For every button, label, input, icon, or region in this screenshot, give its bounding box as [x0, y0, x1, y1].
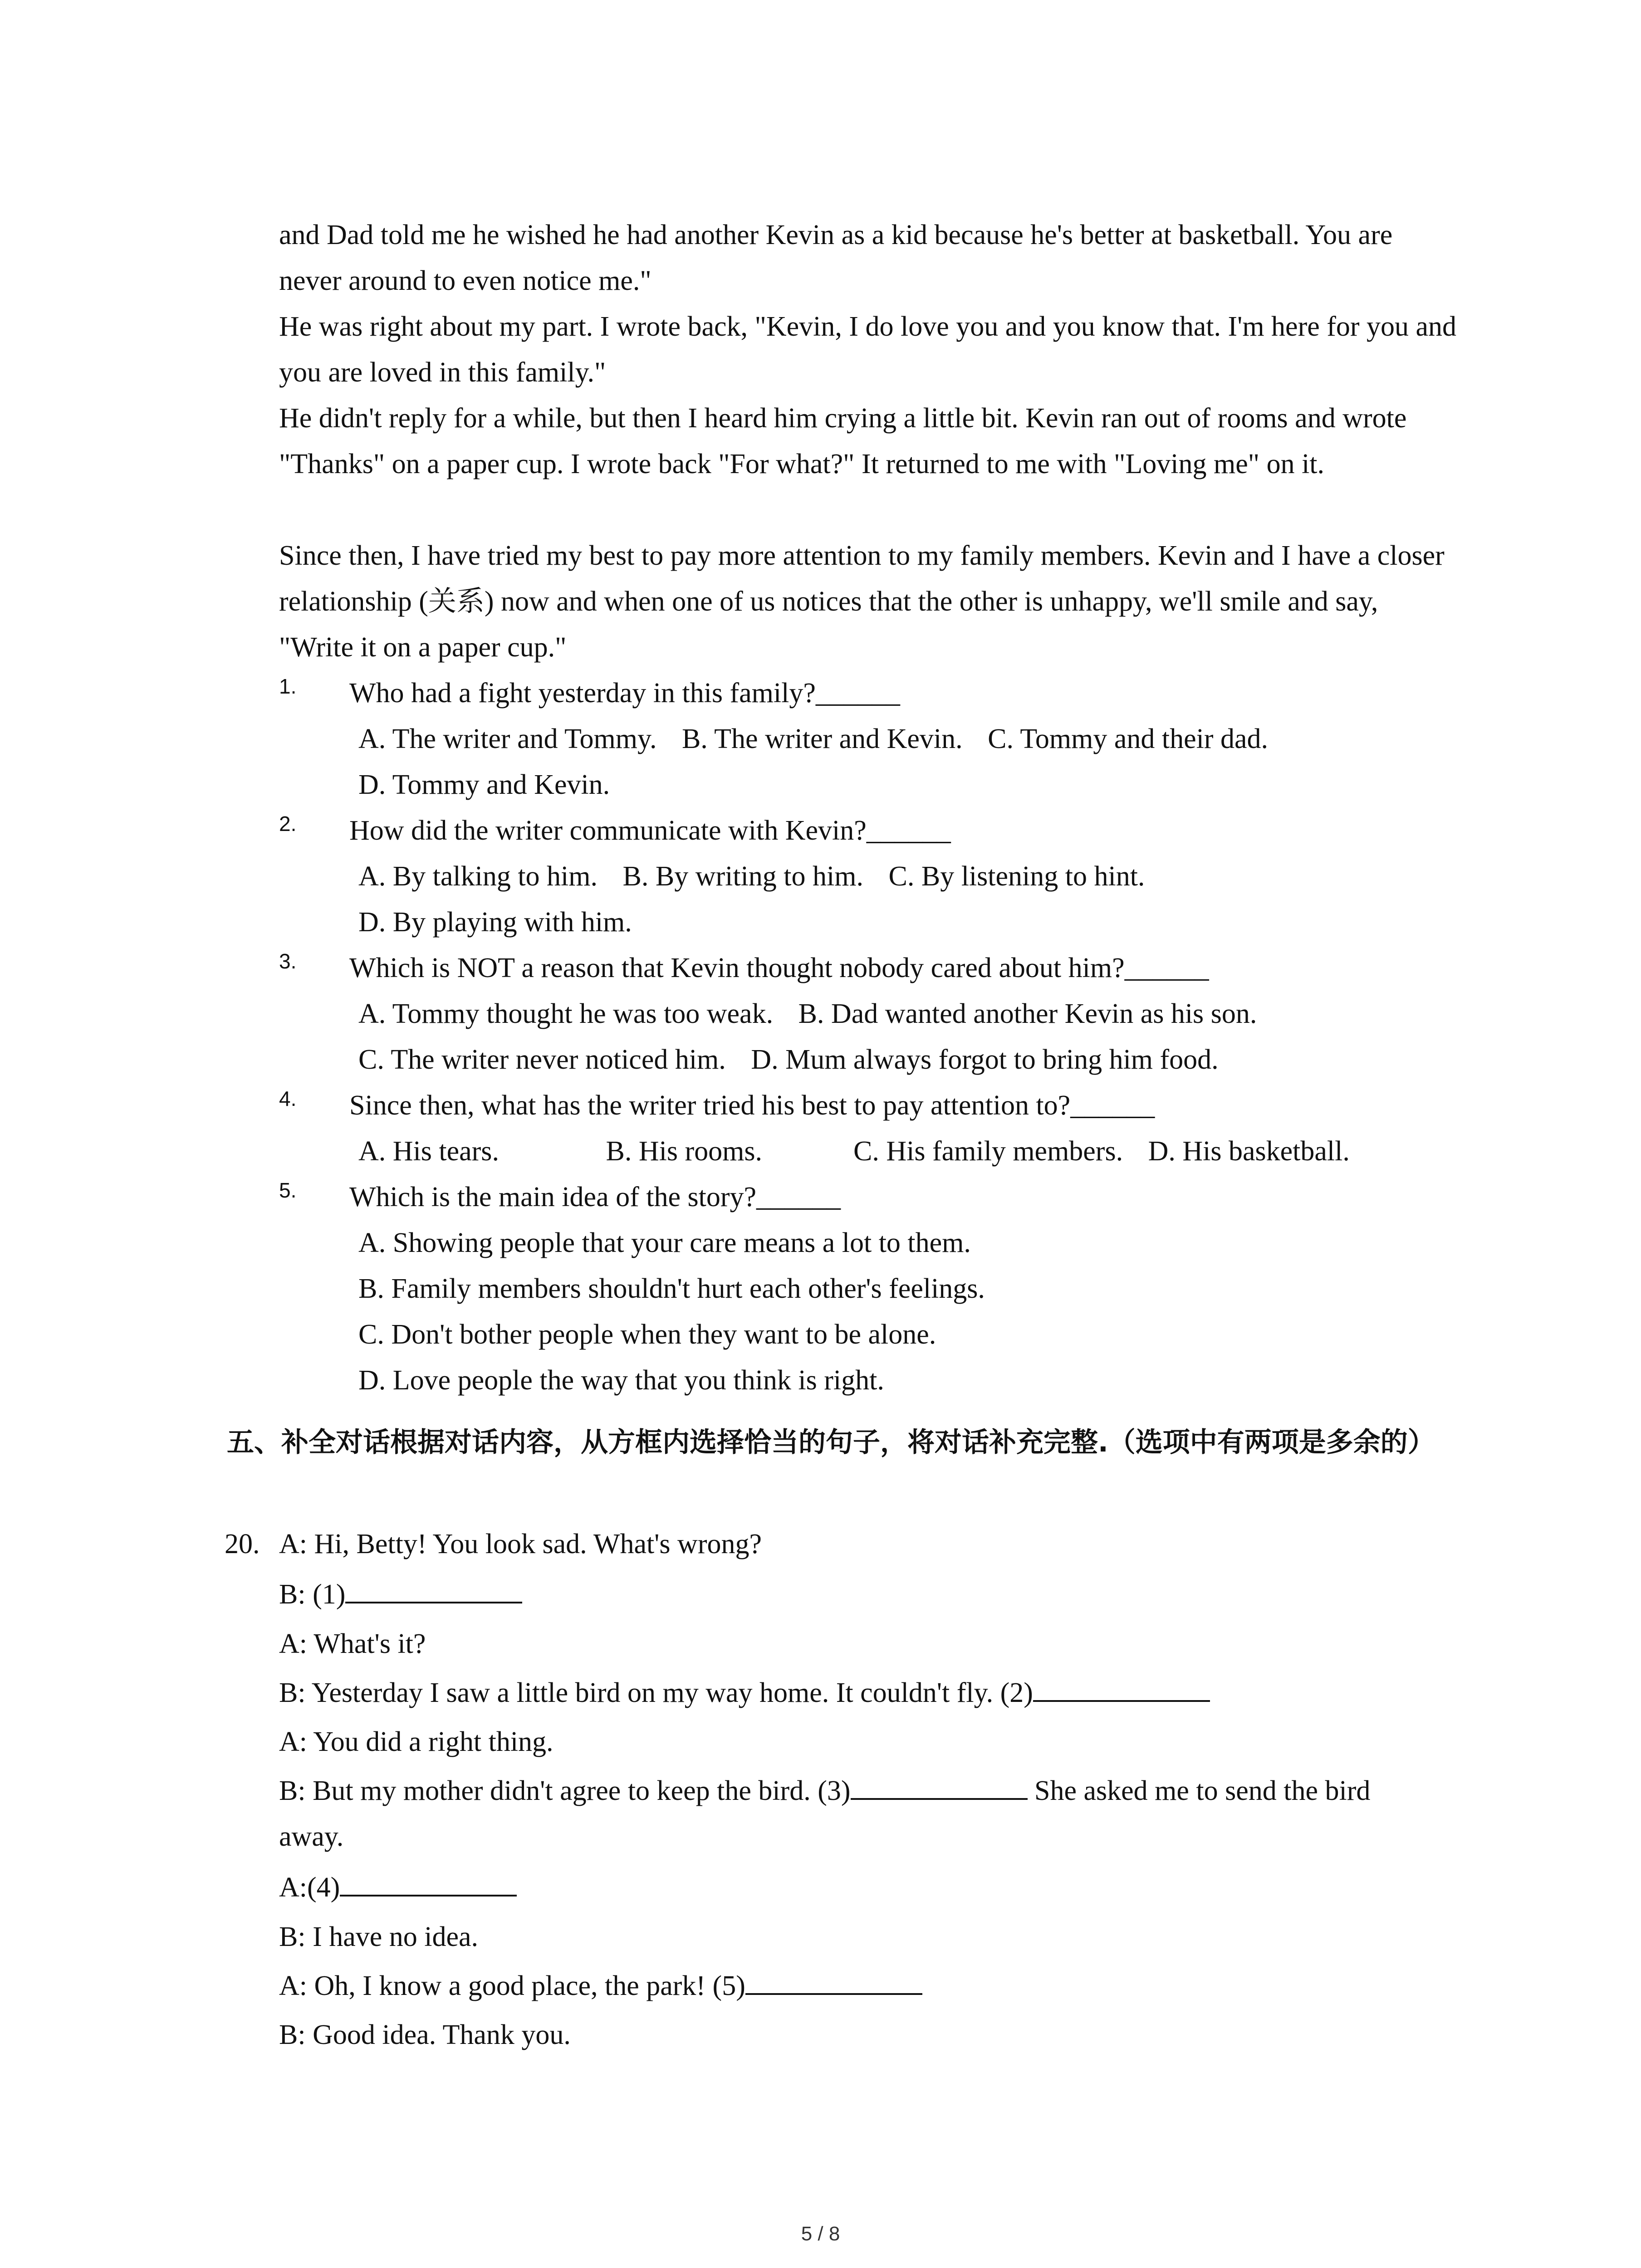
- question-text: Since then, what has the writer tried his best to pay attention to?______: [349, 1090, 1155, 1121]
- option-c: C. His family members.: [853, 1136, 1123, 1167]
- passage-paragraph-2: He was right about my part. I wrote back, "Kevin, I do love you and you know that. I'm here for you and you are loved in this family.": [279, 311, 1457, 388]
- dialogue-line: A: Oh, I know a good place, the park! (5): [279, 1963, 1440, 2009]
- section-heading: 五、补全对话根据对话内容，从方框内选择恰当的句子，将对话补充完整.（选项中有两项是多余的）: [227, 1427, 1435, 1458]
- option-c: C. By listening to hint.: [888, 861, 1145, 892]
- dialogue-line: A:(4): [279, 1865, 1440, 1911]
- option-d: D. Love people the way that you think is right.: [358, 1365, 884, 1396]
- dialogue-line: A: Hi, Betty! You look sad. What's wrong?: [279, 1529, 762, 1559]
- answer-blank-2[interactable]: [1033, 1674, 1210, 1702]
- option-c: C. The writer never noticed him.: [358, 1044, 726, 1075]
- option-b: B. His rooms.: [606, 1136, 762, 1167]
- option-d: D. By playing with him.: [358, 907, 632, 938]
- question-text: Which is NOT a reason that Kevin thought nobody cared about him?______: [349, 953, 1209, 983]
- question-number: 4.: [279, 1087, 297, 1110]
- answer-blank-5[interactable]: [745, 1967, 922, 1995]
- option-b: B. The writer and Kevin.: [681, 723, 963, 754]
- options-row: [358, 762, 610, 808]
- page-number: 5 / 8: [801, 2223, 840, 2245]
- question-number: 2.: [279, 812, 297, 836]
- option-b: B. By writing to him.: [622, 861, 863, 892]
- question-text: Who had a fight yesterday in this family?______: [349, 678, 900, 709]
- passage-paragraph-1: and Dad told me he wished he had another Kevin as a kid because he's better at basketball. You are never around to even notice me.": [279, 220, 1393, 296]
- question-text: How did the writer communicate with Kevin?______: [349, 815, 951, 846]
- options-row: [358, 1129, 1350, 1174]
- question-number: 3.: [279, 949, 297, 973]
- question-text: Which is the main idea of the story?______: [349, 1182, 841, 1212]
- option-a: A. Showing people that your care means a lot to them.: [358, 1227, 971, 1258]
- option-a: A. The writer and Tommy.: [358, 723, 657, 754]
- answer-blank-4[interactable]: [340, 1868, 517, 1897]
- dialogue-line: B: Good idea. Thank you.: [279, 2019, 571, 2050]
- option-d: D. Tommy and Kevin.: [358, 769, 610, 800]
- option-a: A. By talking to him.: [358, 861, 598, 892]
- options-row: [358, 1037, 1219, 1083]
- dialogue-line: B: But my mother didn't agree to keep the bird. (3) She asked me to send the bird away.: [279, 1768, 1440, 1860]
- dialogue-line: A: What's it?: [279, 1628, 426, 1659]
- options-row: [358, 854, 1145, 899]
- options-row: [358, 899, 632, 945]
- option-c: C. Tommy and their dad.: [988, 723, 1269, 754]
- passage-paragraph-3: He didn't reply for a while, but then I heard him crying a little bit. Kevin ran out of rooms and wrote "Thanks" on a paper cup. I wrote back "For what?" It returned to me with "Loving me" on it.: [279, 403, 1407, 479]
- dialogue-line: B: (1): [279, 1572, 1440, 1618]
- option-c: C. Don't bother people when they want to be alone.: [358, 1319, 936, 1350]
- question-number: 5.: [279, 1178, 297, 1202]
- option-a: A. His tears.: [358, 1136, 499, 1167]
- answer-blank-3[interactable]: [851, 1772, 1028, 1800]
- passage-paragraph-4: Since then, I have tried my best to pay more attention to my family members. Kevin and I have a closer relationship (关系) now and when one of us notices that the other is unhappy, we'll smile and say, "Write it on a paper cup.": [279, 540, 1445, 663]
- dialogue-line: B: Yesterday I saw a little bird on my way home. It couldn't fly. (2): [279, 1670, 1440, 1716]
- question-number: 20.: [225, 1529, 260, 1559]
- question-number: 1.: [279, 675, 297, 698]
- dialogue-line: A: You did a right thing.: [279, 1726, 554, 1757]
- option-d: D. Mum always forgot to bring him food.: [751, 1044, 1219, 1075]
- options-row: [358, 991, 1257, 1037]
- option-b: B. Family members shouldn't hurt each other's feelings.: [358, 1273, 985, 1304]
- option-a: A. Tommy thought he was too weak.: [358, 998, 774, 1029]
- answer-blank-1[interactable]: [345, 1575, 522, 1603]
- option-b: B. Dad wanted another Kevin as his son.: [798, 998, 1257, 1029]
- dialogue-line: B: I have no idea.: [279, 1921, 479, 1952]
- option-d: D. His basketball.: [1148, 1136, 1350, 1167]
- options-row: [358, 716, 1268, 762]
